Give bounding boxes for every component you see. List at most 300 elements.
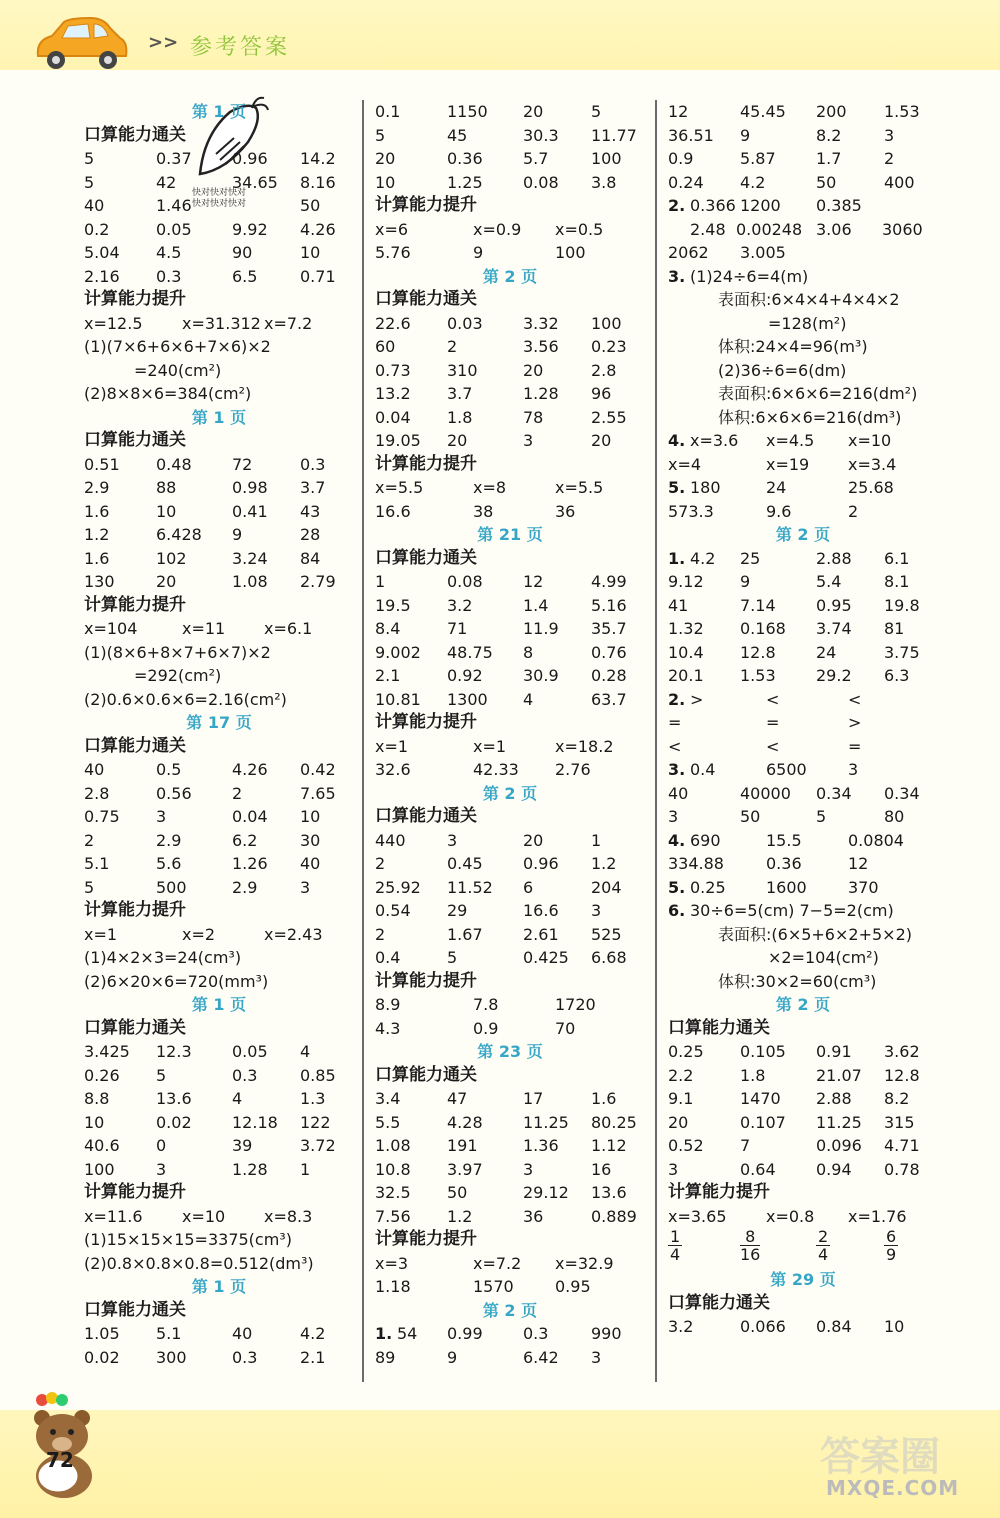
answer-cell: 5 (816, 807, 827, 826)
answer-cell: 0.385 (816, 196, 862, 215)
page-heading: 第 21 页 (477, 525, 543, 544)
answer-line (668, 1228, 968, 1268)
answer-cell: 39 (232, 1136, 253, 1155)
answer-line (84, 382, 364, 406)
answer-cell: 45.45 (740, 102, 786, 121)
answer-cell: < (766, 689, 780, 709)
answer-cell: 6.1 (884, 548, 910, 568)
answer-line (84, 758, 364, 782)
answer-line (84, 359, 364, 383)
answer-cell: 0.02 (156, 1112, 192, 1132)
answer-line (375, 429, 655, 453)
answer-line (668, 664, 968, 688)
answer-cell: x=10 (848, 431, 892, 450)
answer-line (375, 147, 655, 171)
answer-cell: = (668, 713, 682, 732)
answer-cell: 5.4 (816, 572, 842, 591)
answer-cell: 4.28 (447, 1112, 483, 1132)
answer-cell: x=0.9 (473, 219, 522, 239)
answer-cell: 0.56 (156, 783, 192, 803)
answer-cell: 191 (447, 1136, 478, 1155)
answer-cell: 1.6 (84, 548, 110, 568)
answer-cell: 3 (591, 901, 602, 920)
answer-cell: 25 (740, 548, 761, 568)
fraction-denominator: 4 (818, 1245, 829, 1264)
answer-cell: x=1 (84, 924, 118, 944)
answer-cell: 0.03 (447, 313, 483, 333)
answer-line (84, 1252, 364, 1276)
answer-cell: x=6 (375, 219, 409, 239)
question-number: 4. (668, 431, 686, 450)
column-divider-2 (655, 100, 657, 1382)
answer-cell: x=3.6 (690, 431, 739, 450)
answer-line (668, 547, 968, 571)
answer-line (668, 500, 968, 524)
section-heading: 计算能力提升 (84, 900, 186, 920)
answer-cell: x=8.3 (264, 1206, 313, 1226)
answer-cell: 1570 (473, 1277, 514, 1296)
answer-cell: 0.75 (84, 807, 120, 826)
answer-cell: 2.55 (591, 407, 627, 427)
answer-cell: x=32.9 (555, 1253, 614, 1273)
answer-cell: 3.97 (447, 1159, 483, 1179)
answer-cell: 19.05 (375, 431, 421, 450)
answer-cell: 334.88 (668, 854, 724, 873)
answer-cell: 0.5 (156, 760, 182, 779)
answer-cell: 0.08 (523, 172, 559, 192)
header-arrows: >> (148, 32, 179, 53)
answer-cell: 9.002 (375, 642, 421, 662)
answer-cell: 8.16 (300, 172, 336, 192)
answer-text: =292(cm²) (134, 666, 222, 685)
answer-line (375, 664, 655, 688)
answer-cell: 0.45 (447, 854, 483, 873)
fraction-numerator: 8 (740, 1228, 760, 1246)
answer-cell: 0.1 (375, 102, 401, 121)
answer-cell: 21.07 (816, 1065, 862, 1085)
answer-cell: 4 (523, 689, 534, 709)
answer-line (84, 335, 364, 359)
answer-cell: x=3.65 (668, 1206, 727, 1226)
answer-line (375, 500, 655, 524)
answer-cell: 38 (473, 501, 494, 521)
answer-line (375, 899, 655, 923)
answer-cell: 200 (816, 102, 847, 121)
answer-cell: x=3.4 (848, 454, 897, 474)
answer-line (375, 1346, 655, 1370)
answer-line (375, 382, 655, 406)
answer-cell: 0 (156, 1136, 167, 1155)
answer-cell: 0.92 (447, 666, 483, 685)
answer-cell: 0.26 (84, 1065, 120, 1085)
answer-cell: 10 (300, 807, 321, 826)
answer-cell: 100 (591, 149, 622, 168)
answer-cell: 9 (447, 1347, 458, 1367)
answer-cell: x=1 (375, 736, 409, 756)
answer-cell: 50 (300, 196, 321, 215)
answer-cell: 5.87 (740, 149, 776, 168)
answer-cell: 12 (668, 102, 689, 121)
section-heading: 口算能力通关 (375, 547, 477, 568)
answer-cell: 2.8 (591, 360, 617, 380)
section-heading: 口算能力通关 (84, 735, 186, 756)
answer-cell: 3 (848, 760, 859, 779)
section-heading: 计算能力提升 (668, 1182, 770, 1202)
answer-cell: x=31.312 (182, 313, 261, 333)
answer-cell: 3.005 (740, 243, 786, 262)
answer-cell: 11.25 (523, 1112, 569, 1132)
answer-line (375, 124, 655, 148)
answer-cell: 5 (84, 149, 95, 168)
answer-cell: 7.65 (300, 783, 336, 803)
answer-line (375, 1017, 655, 1041)
answer-cell: 2.76 (555, 760, 591, 779)
answer-cell: 25.68 (848, 478, 894, 497)
answer-cell: 0.48 (156, 454, 192, 474)
answer-cell: 2.88 (816, 1089, 852, 1108)
answer-cell: 2.9 (156, 830, 182, 850)
answer-cell: 0.52 (668, 1136, 704, 1155)
answer-cell: 1 (375, 572, 386, 591)
answer-cell: 3.4 (375, 1089, 401, 1108)
answer-line (668, 335, 968, 359)
answer-cell: 0.96 (232, 149, 268, 168)
answer-line (84, 171, 364, 195)
answer-cell: 9 (740, 572, 751, 591)
answer-cell: 20 (523, 830, 544, 850)
answer-cell: 3 (447, 830, 458, 850)
answer-cell: 10 (884, 1317, 905, 1336)
answer-cell: 36 (555, 501, 576, 521)
answer-text: (1)(7×6+6×6+7×6)×2 (84, 337, 271, 356)
answer-line (668, 1087, 968, 1111)
answer-line (668, 406, 968, 430)
answer-cell: x=4.5 (766, 431, 815, 450)
answer-cell: 20 (375, 149, 396, 168)
answer-cell: 3 (523, 431, 534, 450)
answer-line (375, 688, 655, 712)
answer-cell: 3.56 (523, 337, 559, 356)
answer-cell: 89 (375, 1347, 396, 1367)
answer-line (668, 970, 968, 994)
answer-cell: 2 (84, 830, 95, 850)
answer-line (84, 876, 364, 900)
stamp-line-1: 快对快对快对 (192, 188, 247, 198)
answer-cell: 42 (156, 172, 177, 192)
answer-cell: 2.88 (816, 548, 852, 568)
answer-cell: 0.0804 (848, 830, 904, 850)
answer-cell: 315 (884, 1112, 915, 1132)
fraction-numerator: 6 (886, 1227, 897, 1246)
answer-cell: < (848, 689, 862, 709)
page-heading: 第 2 页 (775, 995, 831, 1014)
answer-text: 体积:6×6×6=216(dm³) (718, 407, 902, 427)
answer-cell: 5.04 (84, 243, 120, 262)
answer-cell: 84 (300, 548, 321, 568)
answer-cell: 3.8 (591, 172, 617, 192)
answer-line (375, 876, 655, 900)
answer-cell: 2.9 (232, 877, 258, 897)
page-heading: 第 1 页 (191, 995, 247, 1014)
answer-line (84, 194, 364, 218)
answer-cell: 24 (766, 478, 787, 497)
answer-line (84, 688, 364, 712)
answer-cell: 3.2 (447, 595, 473, 615)
answer-cell: 10 (156, 501, 177, 521)
answer-cell: 30.9 (523, 666, 559, 685)
answer-cell: 4 (232, 1089, 243, 1108)
answer-cell: 0.4 (690, 760, 716, 779)
answer-cell: 50 (447, 1183, 468, 1202)
answer-cell: 29.12 (523, 1183, 569, 1202)
section-heading: 口算能力通关 (84, 1017, 186, 1038)
answer-cell: 5 (375, 125, 386, 145)
answer-line (375, 1111, 655, 1135)
answer-cell: 8.2 (816, 125, 842, 145)
answer-cell: 17 (523, 1089, 544, 1108)
answer-text: 表面积:6×4×4+4×4×2 (718, 290, 900, 309)
answer-cell: 15.5 (766, 830, 802, 850)
answer-line (668, 758, 968, 782)
answer-text: 表面积:(6×5+6×2+5×2) (718, 924, 912, 944)
section-heading: 计算能力提升 (375, 453, 477, 474)
answer-line (84, 523, 364, 547)
answer-column-1 (84, 100, 364, 1369)
question-number: 4. (668, 830, 686, 850)
answer-cell: 40 (84, 196, 105, 215)
answer-cell: 0.3 (523, 1324, 549, 1343)
answer-text: (2)36÷6=6(dm) (718, 360, 847, 380)
answer-cell: 0.096 (816, 1136, 862, 1155)
answer-cell: 45 (447, 125, 468, 145)
fraction (816, 1228, 830, 1263)
answer-cell: 9.92 (232, 219, 268, 239)
answer-line (668, 617, 968, 641)
answer-line (84, 617, 364, 641)
answer-cell: 3060 (882, 219, 923, 239)
answer-cell: x=12.5 (84, 313, 143, 333)
answer-cell: 6500 (766, 760, 807, 779)
answer-cell: 2.16 (84, 266, 120, 286)
answer-cell: 9.12 (668, 572, 704, 591)
answer-cell: 0.08 (447, 572, 483, 591)
answer-cell: 1.4 (523, 595, 549, 615)
answer-cell: 8.8 (84, 1089, 110, 1108)
answer-cell: 5 (84, 172, 95, 192)
answer-cell: 30.3 (523, 125, 559, 145)
answer-cell: 0.02 (84, 1347, 120, 1367)
answer-cell: x=4 (668, 454, 702, 474)
answer-cell: 4.71 (884, 1136, 920, 1155)
answer-cell: 10 (84, 1112, 105, 1132)
answer-cell: 20 (156, 572, 177, 591)
section-heading: 口算能力通关 (375, 1064, 477, 1085)
answer-cell: 41 (668, 595, 689, 615)
answer-cell: 1 (591, 830, 602, 850)
section-heading: 计算能力提升 (84, 289, 186, 309)
answer-cell: 2062 (668, 243, 709, 262)
answer-cell: > (848, 713, 862, 732)
question-number: 5. (668, 877, 686, 897)
page-heading: 第 29 页 (770, 1270, 836, 1289)
page-title: 参考答案 (190, 35, 291, 60)
answer-line (668, 171, 968, 195)
answer-cell: 4.26 (300, 219, 336, 239)
section-heading: 口算能力通关 (84, 124, 186, 145)
answer-cell: 19.5 (375, 595, 411, 615)
answer-cell: 3.75 (884, 642, 920, 662)
answer-line (375, 218, 655, 242)
fraction-denominator: 4 (670, 1245, 681, 1264)
answer-cell: x=6.1 (264, 619, 313, 638)
answer-line (668, 641, 968, 665)
answer-cell: 180 (690, 478, 721, 497)
answer-cell: 40 (300, 854, 321, 873)
answer-cell: 0.36 (766, 854, 802, 873)
answer-cell: 36 (523, 1206, 544, 1226)
answer-text: 表面积:6×6×6=216(dm²) (718, 384, 918, 403)
answer-cell: 0.889 (591, 1206, 637, 1226)
answer-cell: 300 (156, 1347, 187, 1367)
answer-cell: 6.42 (523, 1347, 559, 1367)
answer-cell: 2.9 (84, 478, 110, 497)
answer-line (668, 194, 968, 218)
answer-cell: 0.28 (591, 666, 627, 685)
answer-cell: 6.2 (232, 830, 258, 850)
answer-cell: 1.12 (591, 1136, 627, 1155)
answer-cell: 78 (523, 407, 544, 427)
answer-cell: 0.3 (232, 1347, 258, 1367)
answer-cell: = (766, 713, 780, 732)
answer-cell: 16.6 (523, 901, 559, 920)
answer-text: (1)4×2×3=24(cm³) (84, 948, 242, 967)
answer-cell: 13.6 (591, 1183, 627, 1202)
answer-cell: 1.32 (668, 619, 704, 638)
answer-cell: 4 (300, 1042, 311, 1061)
answer-cell: 0.76 (591, 642, 627, 662)
answer-line (84, 1111, 364, 1135)
answer-cell: 70 (555, 1018, 576, 1038)
answer-cell: 40000 (740, 783, 791, 803)
answer-line (668, 1111, 968, 1135)
answer-cell: 0.05 (232, 1042, 268, 1061)
answer-line (84, 970, 364, 994)
section-heading: 口算能力通关 (375, 806, 477, 826)
answer-cell: 7 (740, 1136, 751, 1155)
answer-cell: 0.168 (740, 619, 786, 638)
answer-cell: x=5.5 (555, 478, 604, 497)
answer-text: (2)0.8×0.8×0.8=0.512(dm³) (84, 1253, 314, 1273)
answer-cell: 80.25 (591, 1112, 637, 1132)
answer-line (668, 829, 968, 853)
answer-cell: 2.8 (84, 783, 110, 803)
answer-cell: 2.2 (668, 1065, 694, 1085)
answer-cell: 1.2 (84, 525, 110, 544)
answer-line (84, 1087, 364, 1111)
answer-cell: 1.3 (300, 1089, 326, 1108)
answer-cell: 2 (447, 337, 458, 356)
answer-line (84, 946, 364, 970)
answer-line (668, 1315, 968, 1339)
answer-cell: x=10 (182, 1206, 226, 1226)
answer-cell: 2 (375, 854, 386, 873)
answer-text: (2)0.6×0.6×6=2.16(cm²) (84, 689, 287, 709)
answer-cell: 0.37 (156, 149, 192, 168)
answer-cell: 0.23 (591, 337, 627, 356)
answer-cell: > (690, 689, 704, 709)
answer-cell: 8 (523, 642, 534, 662)
answer-line (84, 570, 364, 594)
answer-cell: 3 (156, 807, 167, 826)
answer-cell: 3 (300, 877, 311, 897)
answer-line (375, 406, 655, 430)
answer-cell: 2.1 (300, 1347, 326, 1367)
answer-line (668, 852, 968, 876)
answer-cell: 4.2 (740, 172, 766, 192)
fraction-numerator: 1 (670, 1227, 681, 1246)
answer-cell: 10 (300, 243, 321, 262)
question-number: 2. (668, 689, 686, 709)
answer-line (84, 1346, 364, 1370)
answer-cell: 14.2 (300, 149, 336, 168)
answer-cell: 8.2 (884, 1089, 910, 1108)
answer-cell: 0.05 (156, 219, 192, 239)
car-icon (30, 14, 130, 74)
answer-cell: 30 (300, 830, 321, 850)
fraction-numerator: 2 (818, 1227, 829, 1246)
answer-cell: 0.24 (668, 172, 704, 192)
answer-cell: 2.79 (300, 572, 336, 591)
answer-cell: 4.2 (300, 1324, 326, 1343)
fraction (668, 1228, 682, 1263)
answer-cell: 102 (156, 548, 187, 568)
answer-cell: 10.81 (375, 689, 421, 709)
answer-cell: x=7.2 (264, 313, 313, 333)
answer-cell: 2 (884, 149, 895, 168)
answer-line (84, 241, 364, 265)
answer-line (668, 1134, 968, 1158)
answer-cell: 1600 (766, 877, 807, 897)
answer-cell: 5.1 (156, 1324, 182, 1343)
answer-cell: 2.1 (375, 666, 401, 685)
answer-cell: 8.1 (884, 572, 910, 591)
answer-cell: < (766, 736, 780, 756)
page-heading: 第 17 页 (186, 713, 252, 732)
answer-cell: 1.28 (232, 1159, 268, 1179)
section-heading: 计算能力提升 (84, 1182, 186, 1202)
answer-cell: 9 (232, 525, 243, 544)
answer-line (668, 805, 968, 829)
answer-line (84, 1064, 364, 1088)
fraction (884, 1228, 898, 1263)
answer-cell: 3.62 (884, 1042, 920, 1061)
answer-cell: 8.4 (375, 619, 401, 638)
answer-cell: 1.7 (816, 149, 842, 168)
answer-line (668, 218, 968, 242)
page-heading: 第 2 页 (775, 525, 831, 544)
answer-line (375, 594, 655, 618)
answer-cell: 1.67 (447, 924, 483, 944)
answer-line (668, 594, 968, 618)
answer-cell: 0.98 (232, 478, 268, 497)
answer-cell: 2 (375, 924, 386, 944)
answer-cell: 0.105 (740, 1042, 786, 1061)
answer-cell: 4.5 (156, 243, 182, 262)
question-number: 3. (668, 760, 686, 779)
answer-line (375, 735, 655, 759)
answer-cell: x=1.76 (848, 1206, 907, 1226)
answer-cell: 40 (84, 760, 105, 779)
